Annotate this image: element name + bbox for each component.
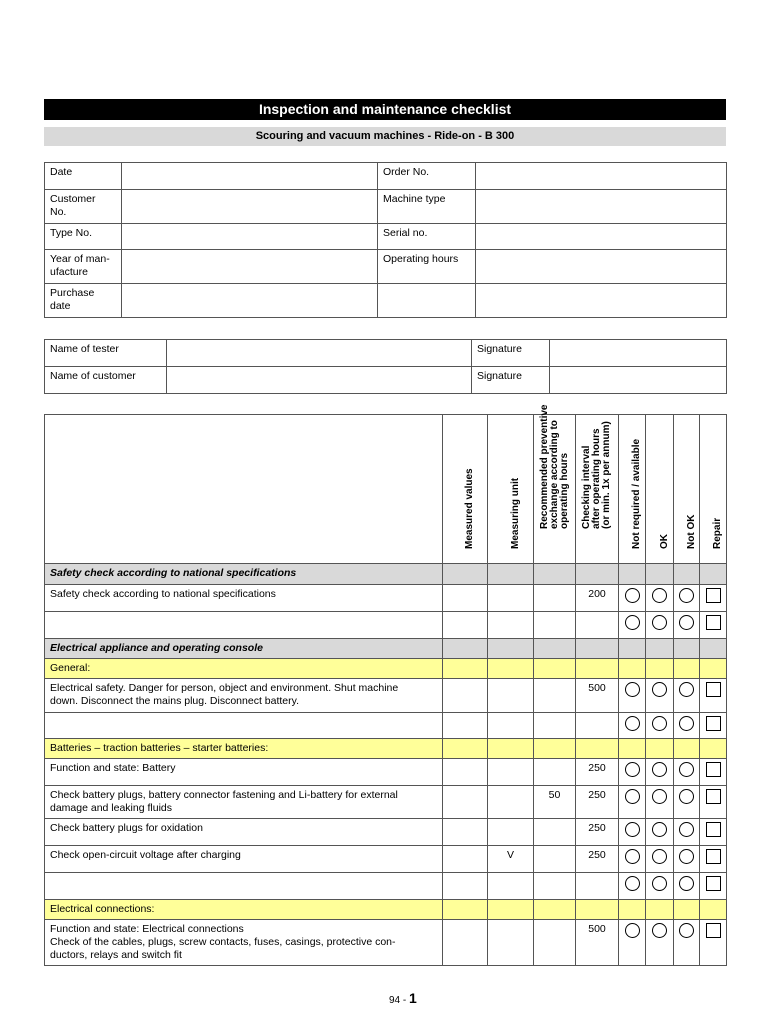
ok-radio[interactable] bbox=[652, 923, 667, 938]
measured-value-cell[interactable] bbox=[443, 585, 488, 612]
subsection-batteries: Batteries – traction batteries – starter batteries: bbox=[45, 739, 443, 759]
unit-cell: V bbox=[488, 846, 534, 873]
recommended-cell bbox=[534, 713, 576, 739]
customer-signature-field[interactable] bbox=[550, 367, 727, 394]
tester-signature-label: Signature bbox=[472, 340, 550, 367]
repair-checkbox[interactable] bbox=[706, 849, 721, 864]
header-measured-values: Measured values bbox=[443, 415, 488, 564]
repair-checkbox[interactable] bbox=[706, 822, 721, 837]
interval-cell bbox=[576, 873, 619, 900]
section-row bbox=[45, 639, 727, 659]
purchase-date-label: Purchase date bbox=[45, 284, 122, 318]
measured-value-cell[interactable] bbox=[443, 612, 488, 639]
row-description bbox=[45, 612, 443, 639]
order-no-label: Order No. bbox=[378, 163, 476, 190]
unit-cell bbox=[488, 713, 534, 739]
recommended-cell bbox=[534, 846, 576, 873]
year-label: Year of man- ufacture bbox=[45, 250, 122, 284]
ok-radio[interactable] bbox=[652, 876, 667, 891]
measured-value-cell[interactable] bbox=[443, 679, 488, 713]
customer-name-field[interactable] bbox=[167, 367, 472, 394]
interval-cell: 250 bbox=[576, 846, 619, 873]
customer-no-label: Customer No. bbox=[45, 190, 122, 224]
repair-checkbox[interactable] bbox=[706, 682, 721, 697]
purchase-date-field[interactable] bbox=[122, 284, 378, 318]
ok-radio[interactable] bbox=[652, 849, 667, 864]
not-ok-radio[interactable] bbox=[679, 876, 694, 891]
row-description bbox=[45, 713, 443, 739]
ok-radio[interactable] bbox=[652, 762, 667, 777]
ok-radio[interactable] bbox=[652, 615, 667, 630]
not-ok-radio[interactable] bbox=[679, 588, 694, 603]
not-required-radio[interactable] bbox=[625, 716, 640, 731]
header-recommended: Recommended preventive exchange according to operating hours bbox=[534, 415, 576, 564]
not-ok-radio[interactable] bbox=[679, 615, 694, 630]
recommended-cell bbox=[534, 585, 576, 612]
row-description: Function and state: Battery bbox=[45, 759, 443, 786]
interval-cell: 200 bbox=[576, 585, 619, 612]
ok-radio[interactable] bbox=[652, 822, 667, 837]
section-row bbox=[45, 564, 727, 585]
table-row bbox=[45, 786, 727, 819]
subsection-general: General: bbox=[45, 659, 443, 679]
not-required-radio[interactable] bbox=[625, 588, 640, 603]
recommended-cell bbox=[534, 679, 576, 713]
empty-label-cell bbox=[378, 284, 476, 318]
repair-checkbox[interactable] bbox=[706, 716, 721, 731]
machine-type-field[interactable] bbox=[476, 190, 727, 224]
year-field[interactable] bbox=[122, 250, 378, 284]
not-required-radio[interactable] bbox=[625, 849, 640, 864]
customer-no-field[interactable] bbox=[122, 190, 378, 224]
repair-checkbox[interactable] bbox=[706, 876, 721, 891]
recommended-cell bbox=[534, 920, 576, 966]
measured-value-cell[interactable] bbox=[443, 759, 488, 786]
page-number: 94 - 1 bbox=[389, 990, 417, 1006]
row-description: Check battery plugs, battery connector fastening and Li-battery for external damage and leaking fluids bbox=[45, 786, 443, 819]
measured-value-cell[interactable] bbox=[443, 846, 488, 873]
row-description: Check battery plugs for oxidation bbox=[45, 819, 443, 846]
measured-value-cell[interactable] bbox=[443, 713, 488, 739]
repair-checkbox[interactable] bbox=[706, 588, 721, 603]
unit-cell bbox=[488, 873, 534, 900]
subsection-row bbox=[45, 900, 727, 920]
unit-cell bbox=[488, 759, 534, 786]
recommended-cell: 50 bbox=[534, 786, 576, 819]
tester-field[interactable] bbox=[167, 340, 472, 367]
ok-radio[interactable] bbox=[652, 588, 667, 603]
header-not-ok: Not OK bbox=[674, 415, 700, 564]
date-field[interactable] bbox=[122, 163, 378, 190]
interval-cell: 250 bbox=[576, 759, 619, 786]
subsection-connections: Electrical connections: bbox=[45, 900, 443, 920]
repair-checkbox[interactable] bbox=[706, 789, 721, 804]
recommended-cell bbox=[534, 759, 576, 786]
measured-value-cell[interactable] bbox=[443, 786, 488, 819]
section-electrical: Electrical appliance and operating console bbox=[45, 639, 443, 659]
not-required-radio[interactable] bbox=[625, 923, 640, 938]
tester-label: Name of tester bbox=[45, 340, 167, 367]
table-row bbox=[45, 679, 727, 713]
type-no-label: Type No. bbox=[45, 224, 122, 250]
repair-checkbox[interactable] bbox=[706, 923, 721, 938]
tester-signature-field[interactable] bbox=[550, 340, 727, 367]
interval-cell: 250 bbox=[576, 786, 619, 819]
interval-cell: 500 bbox=[576, 920, 619, 966]
serial-no-field[interactable] bbox=[476, 224, 727, 250]
interval-cell bbox=[576, 713, 619, 739]
not-required-radio[interactable] bbox=[625, 822, 640, 837]
page-title: Inspection and maintenance checklist bbox=[44, 99, 726, 120]
empty-field-cell[interactable] bbox=[476, 284, 727, 318]
operating-hours-label: Operating hours bbox=[378, 250, 476, 284]
order-no-field[interactable] bbox=[476, 163, 727, 190]
machine-type-label: Machine type bbox=[378, 190, 476, 224]
measured-value-cell[interactable] bbox=[443, 920, 488, 966]
row-description: Function and state: Electrical connections Check of the cables, plugs, screw contacts, fuses, casings, protective con- ductors, relays and switch fit bbox=[45, 920, 443, 966]
not-required-radio[interactable] bbox=[625, 876, 640, 891]
interval-cell bbox=[576, 612, 619, 639]
checklist-table bbox=[44, 404, 727, 966]
row-description: Electrical safety. Danger for person, object and environment. Shut machine down. Disconnect the mains plug. Disconnect battery. bbox=[45, 679, 443, 713]
customer-signature-label: Signature bbox=[472, 367, 550, 394]
recommended-cell bbox=[534, 819, 576, 846]
not-ok-radio[interactable] bbox=[679, 923, 694, 938]
header-measuring-unit: Measuring unit bbox=[488, 415, 534, 564]
not-ok-radio[interactable] bbox=[679, 716, 694, 731]
unit-cell bbox=[488, 786, 534, 819]
row-description bbox=[45, 873, 443, 900]
header-ok: OK bbox=[646, 415, 674, 564]
tester-table bbox=[44, 339, 727, 394]
not-ok-radio[interactable] bbox=[679, 822, 694, 837]
unit-cell bbox=[488, 679, 534, 713]
not-ok-radio[interactable] bbox=[679, 789, 694, 804]
ok-radio[interactable] bbox=[652, 682, 667, 697]
recommended-cell bbox=[534, 612, 576, 639]
table-row bbox=[45, 920, 727, 966]
not-required-radio[interactable] bbox=[625, 789, 640, 804]
unit-cell bbox=[488, 612, 534, 639]
measured-value-cell[interactable] bbox=[443, 873, 488, 900]
header-description bbox=[45, 415, 443, 564]
unit-cell bbox=[488, 819, 534, 846]
subsection-row bbox=[45, 659, 727, 679]
row-description: Safety check according to national specifications bbox=[45, 585, 443, 612]
header-not-required: Not required / available bbox=[619, 415, 646, 564]
not-ok-radio[interactable] bbox=[679, 849, 694, 864]
table-row bbox=[45, 846, 727, 873]
subsection-row bbox=[45, 739, 727, 759]
table-row bbox=[45, 612, 727, 639]
row-description: Check open-circuit voltage after charging bbox=[45, 846, 443, 873]
ok-radio[interactable] bbox=[652, 716, 667, 731]
not-required-radio[interactable] bbox=[625, 682, 640, 697]
unit-cell bbox=[488, 585, 534, 612]
not-ok-radio[interactable] bbox=[679, 682, 694, 697]
header-checking-interval: Checking interval after operating hours (or min. 1x per annum) bbox=[576, 415, 619, 564]
table-row bbox=[45, 585, 727, 612]
serial-no-label: Serial no. bbox=[378, 224, 476, 250]
not-required-radio[interactable] bbox=[625, 762, 640, 777]
section-safety: Safety check according to national specifications bbox=[45, 564, 443, 585]
page-subtitle: Scouring and vacuum machines - Ride-on - B 300 bbox=[44, 127, 726, 146]
table-row bbox=[45, 759, 727, 786]
table-row bbox=[45, 873, 727, 900]
unit-cell bbox=[488, 920, 534, 966]
not-required-radio[interactable] bbox=[625, 615, 640, 630]
not-ok-radio[interactable] bbox=[679, 762, 694, 777]
ok-radio[interactable] bbox=[652, 789, 667, 804]
table-row bbox=[45, 713, 727, 739]
table-row bbox=[45, 819, 727, 846]
info-table bbox=[44, 162, 727, 318]
operating-hours-field[interactable] bbox=[476, 250, 727, 284]
repair-checkbox[interactable] bbox=[706, 615, 721, 630]
header-repair: Repair bbox=[700, 415, 727, 564]
date-label: Date bbox=[45, 163, 122, 190]
customer-name-label: Name of customer bbox=[45, 367, 167, 394]
type-no-field[interactable] bbox=[122, 224, 378, 250]
interval-cell: 500 bbox=[576, 679, 619, 713]
repair-checkbox[interactable] bbox=[706, 762, 721, 777]
interval-cell: 250 bbox=[576, 819, 619, 846]
measured-value-cell[interactable] bbox=[443, 819, 488, 846]
recommended-cell bbox=[534, 873, 576, 900]
